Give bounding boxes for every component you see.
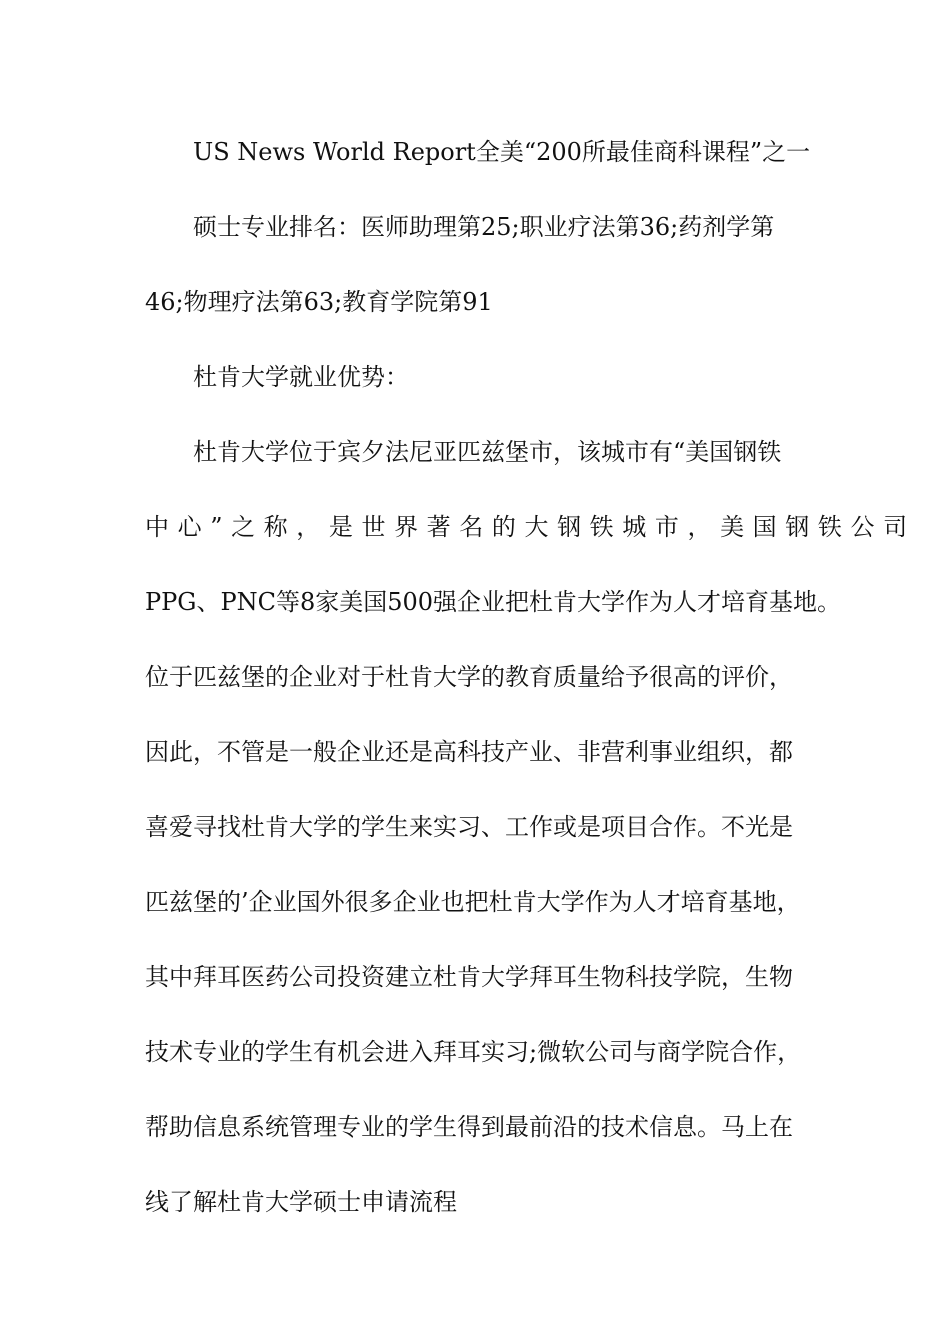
paragraph-line-11: 线了解杜肯大学硕士申请流程 [145, 1188, 457, 1216]
paragraph-line-8: 其中拜耳医药公司投资建立杜肯大学拜耳生物科技学院，生物 [145, 963, 793, 991]
paragraph-line-5: 因此，不管是一般企业还是高科技产业、非营利事业组织，都 [145, 738, 793, 766]
paragraph-line-9: 技术专业的学生有机会进入拜耳实习;微软公司与商学院合作， [145, 1038, 802, 1066]
master-ranking-line-2: 46;物理疗法第63;教育学院第91 [145, 288, 493, 316]
paragraph-line-10: 帮助信息系统管理专业的学生得到最前沿的技术信息。马上在 [145, 1113, 793, 1141]
paragraph-line-4: 位于匹兹堡的企业对于杜肯大学的教育质量给予很高的评价， [145, 663, 793, 691]
paragraph-line-7: 匹兹堡的’企业国外很多企业也把杜肯大学作为人才培育基地， [145, 888, 801, 916]
paragraph-line-3: PPG、PNC等8家美国500强企业把杜肯大学作为人才培育基地。 [145, 588, 842, 616]
paragraph-line-6: 喜爱寻找杜肯大学的学生来实习、工作或是项目合作。不光是 [145, 813, 793, 841]
master-ranking-line-1: 硕士专业排名：医师助理第25;职业疗法第36;药剂学第 [193, 213, 775, 241]
employment-heading: 杜肯大学就业优势： [193, 363, 409, 391]
paragraph-line-1: 杜肯大学位于宾夕法尼亚匹兹堡市，该城市有“美国钢铁 [193, 438, 782, 466]
paragraph-line-2: 中心”之称，是世界著名的大钢铁城市，美国钢铁公司 [145, 513, 916, 541]
ranking-heading-line: US News World Report全美“200所最佳商科课程”之一 [193, 138, 811, 166]
